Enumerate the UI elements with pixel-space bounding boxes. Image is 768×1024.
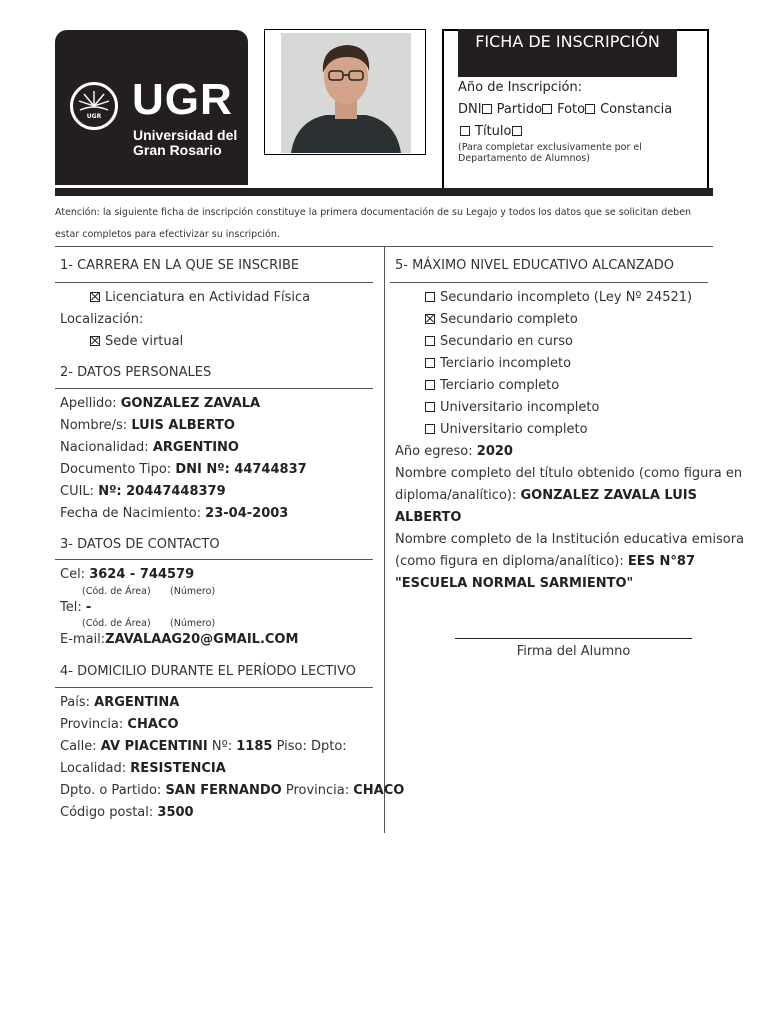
student-photo-frame [264, 29, 426, 155]
degree-value-line1: GONZALEZ ZAVALA LUIS [520, 488, 697, 503]
column-divider [384, 247, 385, 833]
street-value: AV PIACENTINI [100, 739, 208, 754]
section-3-rule [55, 559, 373, 560]
signature-label: Firma del Alumno [516, 644, 631, 659]
logo-subtitle-line2: Gran Rosario [133, 142, 222, 158]
logo-wordmark: UGR [132, 75, 233, 124]
doc-constancia-label: Constancia [600, 102, 673, 117]
education-option [425, 331, 692, 353]
district-value: SAN FERNANDO [165, 783, 282, 798]
cuil-label: CUIL: [60, 484, 95, 499]
floor-apt-label: Piso: Dpto: [276, 739, 347, 754]
first-name-label: Nombre/s: [60, 418, 128, 433]
campus-checkbox[interactable] [90, 336, 100, 346]
district-province-label: Provincia: [285, 783, 350, 798]
cell-field [60, 564, 194, 586]
doc-foto-checkbox[interactable] [585, 104, 595, 114]
birthdate-field [60, 503, 288, 525]
first-name-value: LUIS ALBERTO [131, 418, 235, 433]
education-options [425, 287, 692, 441]
campus-label: Sede virtual [105, 334, 184, 349]
section-1-title: 1- CARRERA EN LA QUE SE INSCRIBE [60, 258, 300, 273]
university-logo [55, 30, 248, 185]
section-2-title: 2- DATOS PERSONALES [60, 365, 212, 380]
cuil-value: Nº: 20447448379 [98, 484, 226, 499]
education-option [425, 419, 692, 441]
cell-number-hint: (Número) [170, 586, 216, 597]
education-option [425, 397, 692, 419]
career-label: Licenciatura en Actividad Física [105, 290, 311, 305]
education-checkbox[interactable] [425, 292, 435, 302]
locality-value: RESISTENCIA [130, 761, 226, 776]
province-label: Provincia: [60, 717, 124, 732]
education-option-label: Universitario completo [440, 422, 588, 437]
section-5-title: 5- MÁXIMO NIVEL EDUCATIVO ALCANZADO [395, 258, 674, 273]
enrollment-year-label: Año de Inscripción: [458, 80, 583, 95]
degree-label-line1: Nombre completo del título obtenido (como figura en [395, 466, 743, 481]
district-label: Dpto. o Partido: [60, 783, 162, 798]
postal-code-value: 3500 [157, 805, 194, 820]
institution-value-line2: "ESCUELA NORMAL SARMIENTO" [395, 576, 634, 591]
attention-notice: Atención: la siguiente ficha de inscripción constituye la primera documentación de su Legajo y todos los datos que se solicitan deben estar completos para efectivizar su inscripción. [55, 207, 692, 240]
header-divider-bar [55, 188, 713, 196]
education-option [425, 353, 692, 375]
document-checklist [458, 102, 672, 117]
section-3-title: 3- DATOS DE CONTACTO [60, 537, 220, 552]
doc-dni-label: DNI [458, 102, 482, 117]
institution-label-line2: (como figura en diploma/analítico): [395, 554, 624, 569]
cell-label: Cel: [60, 567, 86, 582]
education-checkbox[interactable] [425, 424, 435, 434]
degree-value-line2: ALBERTO [395, 510, 462, 525]
phone-label: Tel: [60, 600, 82, 615]
education-checkbox[interactable] [425, 380, 435, 390]
phone-field [60, 597, 91, 619]
graduation-year-label: Año egreso: [395, 444, 473, 459]
graduation-year-field [395, 441, 513, 463]
degree-line3 [395, 507, 461, 529]
campus-option [90, 331, 183, 353]
education-option-label: Terciario incompleto [440, 356, 572, 371]
doc-dni-checkbox[interactable] [482, 104, 492, 114]
section-4-title: 4- DOMICILIO DURANTE EL PERÍODO LECTIVO [60, 664, 356, 679]
country-label: País: [60, 695, 90, 710]
email-field [60, 629, 298, 651]
nationality-label: Nacionalidad: [60, 440, 149, 455]
street-label: Calle: [60, 739, 97, 754]
titulo-checkbox-left[interactable] [460, 126, 470, 136]
education-option [425, 287, 692, 309]
surname-field [60, 393, 260, 415]
country-field [60, 692, 179, 714]
office-note: (Para completar exclusivamente por el Departamento de Alumnos) [458, 142, 642, 164]
doc-foto-label: Foto [557, 102, 586, 117]
postal-code-label: Código postal: [60, 805, 154, 820]
nationality-field [60, 437, 239, 459]
doc-partido-checkbox[interactable] [542, 104, 552, 114]
career-option [90, 287, 310, 309]
form-title: FICHA DE INSCRIPCIÓN [458, 29, 677, 77]
surname-value: GONZALEZ ZAVALA [120, 396, 261, 411]
titulo-checkbox[interactable] [512, 126, 522, 136]
cell-value: 3624 - 744579 [89, 567, 195, 582]
career-checkbox[interactable] [90, 292, 100, 302]
logo-emblem-icon [70, 82, 118, 130]
street-number-value: 1185 [236, 739, 273, 754]
surname-label: Apellido: [60, 396, 117, 411]
education-option-label: Secundario en curso [440, 334, 573, 349]
education-option-label: Secundario completo [440, 312, 578, 327]
street-field [60, 736, 347, 758]
phone-number-hint: (Número) [170, 618, 216, 629]
country-value: ARGENTINA [94, 695, 180, 710]
signature-line [455, 638, 692, 639]
education-option-label: Terciario completo [440, 378, 560, 393]
document-field [60, 459, 307, 481]
degree-label-line2: diploma/analítico): [395, 488, 517, 503]
district-province-value: CHACO [353, 783, 405, 798]
province-field [60, 714, 179, 736]
education-checkbox[interactable] [425, 402, 435, 412]
nationality-value: ARGENTINO [152, 440, 239, 455]
email-label: E-mail: [60, 632, 106, 647]
locality-label: Localidad: [60, 761, 127, 776]
province-value: CHACO [127, 717, 179, 732]
district-field [60, 780, 404, 802]
logo-circle-text: UGR [86, 113, 102, 120]
first-name-field [60, 415, 235, 437]
location-label: Localización: [60, 312, 144, 327]
section-1-rule [55, 282, 373, 283]
cell-area-hint: (Cód. de Área) [82, 586, 151, 597]
institution-line2 [395, 551, 695, 573]
logo-subtitle-line1: Universidad del [133, 127, 238, 143]
titulo-row [460, 124, 527, 139]
institution-line3 [395, 573, 633, 595]
education-option [425, 375, 692, 397]
doc-partido-label: Partido [496, 102, 543, 117]
education-option-label: Universitario incompleto [440, 400, 600, 415]
education-option-label: Secundario incompleto (Ley Nº 24521) [440, 290, 693, 305]
email-value: ZAVALAAG20@GMAIL.COM [105, 632, 299, 647]
student-photo [281, 33, 411, 153]
education-checkbox[interactable] [425, 358, 435, 368]
birthdate-value: 23-04-2003 [205, 506, 289, 521]
postal-code-field [60, 802, 194, 824]
cuil-field [60, 481, 226, 503]
institution-label-line1: Nombre completo de la Institución educativa emisora [395, 532, 745, 547]
education-checkbox[interactable] [425, 314, 435, 324]
birthdate-label: Fecha de Nacimiento: [60, 506, 202, 521]
document-value: DNI Nº: 44744837 [175, 462, 307, 477]
graduation-year-value: 2020 [476, 444, 513, 459]
phone-value: - [85, 600, 92, 615]
logo-subtitle [133, 128, 237, 158]
locality-field [60, 758, 226, 780]
section-4-rule [55, 687, 373, 688]
education-checkbox[interactable] [425, 336, 435, 346]
street-number-label: Nº: [211, 739, 233, 754]
section-2-rule [55, 388, 373, 389]
degree-line2 [395, 485, 697, 507]
education-option [425, 309, 692, 331]
institution-value-line1: EES N°87 [627, 554, 696, 569]
document-label: Documento Tipo: [60, 462, 172, 477]
section-5-rule [390, 282, 708, 283]
phone-area-hint: (Cód. de Área) [82, 618, 151, 629]
titulo-label: Título [475, 124, 512, 139]
